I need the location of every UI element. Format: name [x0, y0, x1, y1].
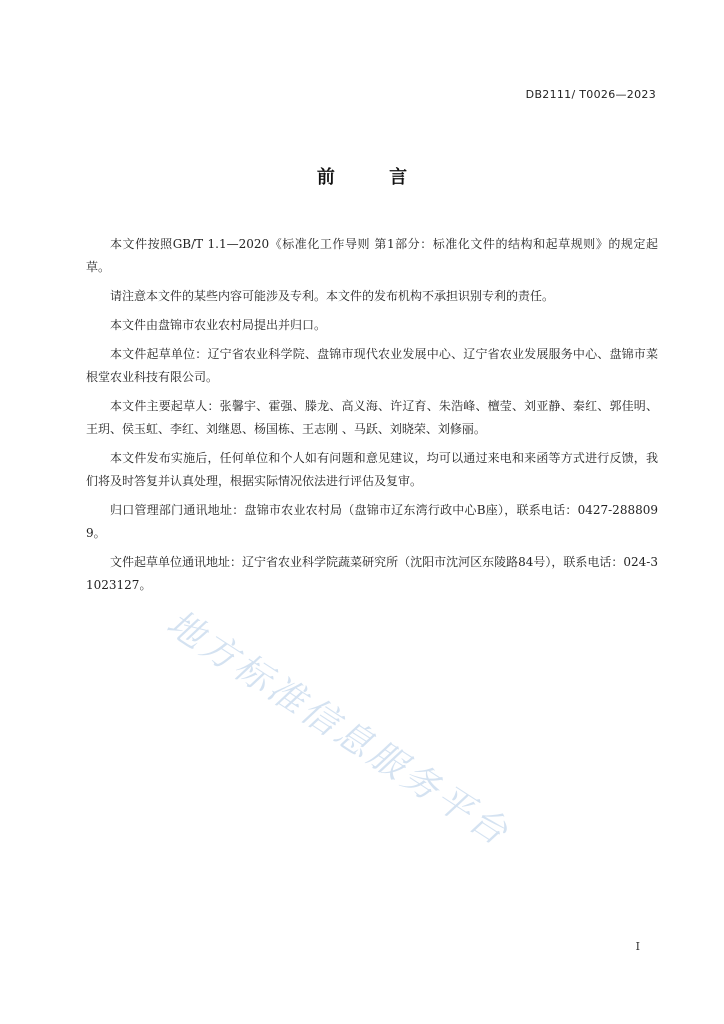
page-number: I [635, 940, 640, 953]
paragraph-drafting-units: 本文件起草单位：辽宁省农业科学院、盘锦市现代农业发展中心、辽宁省农业发展服务中心、盘锦市菜根堂农业科技有限公司。 [86, 347, 658, 384]
paragraph-patent-notice: 请注意本文件的某些内容可能涉及专利。本文件的发布机构不承担识别专利的责任。 [110, 289, 555, 303]
paragraph-standard-basis: 本文件按照GB/T 1.1—2020《标准化工作导则 第1部分：标准化文件的结构和起草规则》的规定起草。 [86, 237, 658, 274]
paragraph-authority-address: 归口管理部门通讯地址：盘锦市农业农村局（盘锦市辽东湾行政中心B座），联系电话：0427-2888099。 [86, 503, 658, 540]
paragraph-proposer: 本文件由盘锦市农业农村局提出并归口。 [110, 318, 327, 332]
foreword-body [86, 233, 658, 603]
page-title: 前 言 [316, 167, 432, 188]
paragraph-feedback: 本文件发布实施后，任何单位和个人如有问题和意见建议，均可以通过来电和来函等方式进行反馈，我们将及时答复并认真处理，根据实际情况依法进行评估及复审。 [86, 451, 658, 488]
paragraph-drafters: 本文件主要起草人：张馨宇、霍强、滕龙、高义海、许辽育、朱浩峰、檀莹、刘亚静、秦红、郭佳明、王玥、侯玉虹、李红、刘继恩、杨国栋、王志刚 、马跃、刘晓荣、刘修丽。 [86, 399, 658, 436]
document-code: DB2111/ T0026—2023 [525, 88, 656, 101]
paragraph-drafter-address: 文件起草单位通讯地址：辽宁省农业科学院蔬菜研究所（沈阳市沈河区东陵路84号），联系电话：024-31023127。 [86, 555, 658, 592]
watermark: 地方标准信息服务平台 [159, 602, 518, 855]
